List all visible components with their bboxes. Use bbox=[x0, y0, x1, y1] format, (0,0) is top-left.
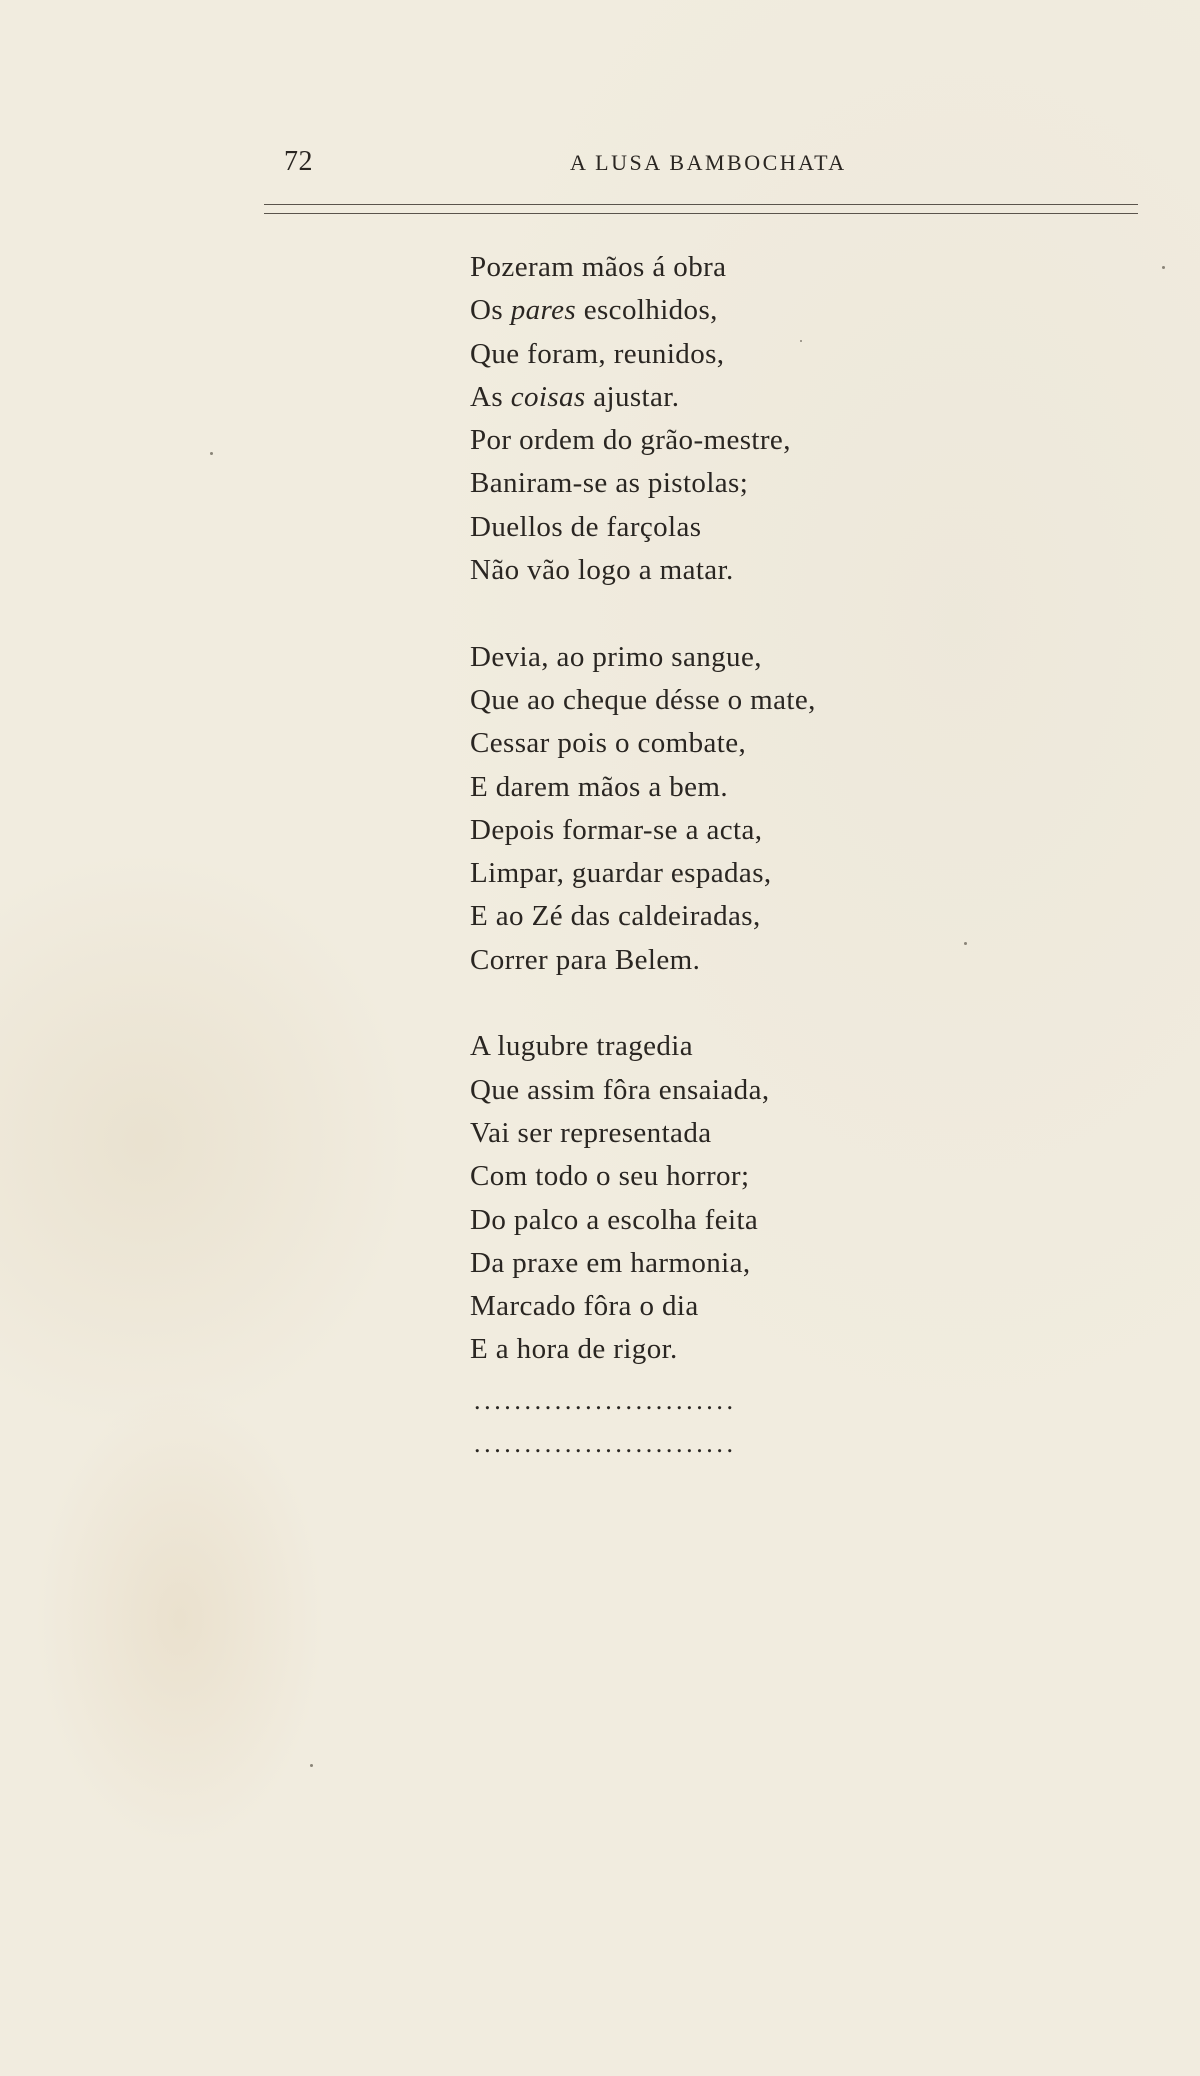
poem-line: Do palco a escolha feita bbox=[470, 1203, 759, 1236]
poem-line-italic: coisas bbox=[510, 380, 586, 413]
ellipsis-line: .......................... bbox=[474, 1429, 737, 1458]
poem-line: Devia, ao primo sangue, bbox=[470, 640, 762, 673]
poem-line bbox=[470, 376, 816, 419]
poem-line: Limpar, guardar espadas, bbox=[470, 857, 772, 890]
poem-line: Por ordem do grão-mestre, bbox=[470, 424, 791, 457]
stanza-3 bbox=[470, 1025, 816, 1371]
poem-line-text: escolhidos, bbox=[576, 294, 718, 327]
poem-line: Pozeram mãos á obra bbox=[470, 251, 727, 283]
poem-line-text: Os bbox=[470, 294, 511, 327]
poem bbox=[470, 246, 816, 1372]
poem-line: E darem mãos a bem. bbox=[470, 770, 729, 803]
poem-line: Duellos de farçolas bbox=[470, 510, 702, 543]
paper-speck bbox=[964, 942, 967, 945]
poem-line: Com todo o seu horror; bbox=[470, 1160, 750, 1193]
poem-line-text: As bbox=[470, 380, 511, 413]
poem-line: E ao Zé das caldeiradas, bbox=[470, 900, 761, 933]
poem-line: Da praxe em harmonia, bbox=[470, 1246, 751, 1279]
poem-line: Não vão logo a matar. bbox=[470, 554, 734, 587]
paper-speck bbox=[800, 340, 802, 342]
poem-line: Correr para Belem. bbox=[470, 943, 701, 976]
poem-line: E a hora de rigor. bbox=[470, 1333, 678, 1366]
poem-line: Que assim fôra ensaiada, bbox=[470, 1073, 770, 1106]
poem-line: Marcado fôra o dia bbox=[470, 1290, 699, 1323]
poem-line-italic: pares bbox=[510, 294, 577, 327]
poem-line: Baniram-se as pistolas; bbox=[470, 467, 749, 500]
poem-line bbox=[470, 289, 816, 332]
paper-speck bbox=[210, 452, 213, 455]
poem-line-text: ajustar. bbox=[585, 380, 680, 413]
stanza-1 bbox=[470, 246, 816, 592]
poem-line: A lugubre tragedia bbox=[470, 1030, 694, 1063]
poem-line: Cessar pois o combate, bbox=[470, 727, 747, 760]
paper-speck bbox=[310, 1764, 313, 1767]
running-title: A LUSA BAMBOCHATA bbox=[570, 150, 847, 175]
poem-line: Que ao cheque désse o mate, bbox=[470, 683, 816, 716]
paper-speck bbox=[1162, 266, 1165, 269]
page-number: 72 bbox=[284, 146, 313, 177]
poem-line: Que foram, reunidos, bbox=[470, 337, 725, 370]
poem-line: Depois formar-se a acta, bbox=[470, 813, 763, 846]
header-double-rule bbox=[264, 204, 1138, 214]
stanza-2 bbox=[470, 636, 816, 982]
ellipsis-line: .......................... bbox=[474, 1386, 737, 1415]
poem-line: Vai ser representada bbox=[470, 1116, 712, 1149]
